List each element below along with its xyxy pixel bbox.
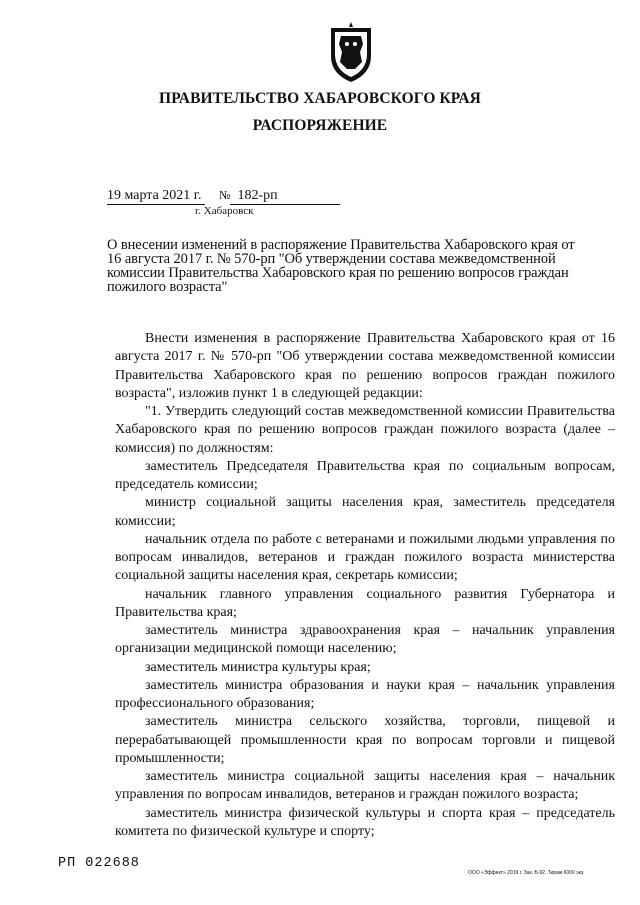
document-subject: [107, 238, 627, 294]
number-sign: №: [219, 188, 231, 202]
document-number: 182-рп: [230, 188, 340, 205]
document-header: [0, 88, 640, 137]
body-paragraph: "1. Утвердить следующий состав межведомственной комиссии Правительства Хабаровского края по решению вопросов граждан пожилого возраста (далее – комиссия) по должностям:: [115, 404, 615, 456]
body-paragraph: заместитель министра сельского хозяйства, торговли, пищевой и перерабатывающей промышленности края по вопросам торговли и пищевой промышленности;: [115, 714, 615, 766]
body-paragraph: заместитель министра социальной защиты населения края – начальник управления по вопросам инвалидов, ветеранов и граждан пожилого возраста;: [115, 769, 615, 803]
subject-line: 16 августа 2017 г. № 570-рп "Об утверждении состава межведомственной: [107, 251, 556, 267]
document-city: г. Хабаровск: [195, 205, 254, 217]
printer-imprint: ООО «Эффект» 2019 г. Зак. Б-92. Тираж 6000 экз.: [468, 870, 585, 876]
form-code: РП 022688: [58, 856, 140, 871]
body-paragraph: Внести изменения в распоряжение Правительства Хабаровского края от 16 августа 2017 г. № 570-рп "Об утверждении состава межведомственной комиссии Правительства Хабаровского края по решению вопросов граждан пожилого возраста", изложив пункт 1 в следующей редакции:: [115, 331, 615, 401]
document-type-title: РАСПОРЯЖЕНИЕ: [252, 117, 388, 134]
body-paragraph: начальник главного управления социального развития Губернатора и Правительства края;: [115, 586, 615, 620]
coat-of-arms-icon: [327, 22, 375, 84]
body-paragraph: министр социальной защиты населения края, заместитель председателя комиссии;: [115, 495, 615, 529]
body-paragraph: заместитель министра образования и науки края – начальник управления профессионального образования;: [115, 677, 615, 711]
document-date: 19 марта 2021 г.: [107, 188, 205, 205]
body-paragraph: заместитель министра культуры края;: [145, 659, 371, 675]
subject-line: пожилого возраста": [107, 279, 228, 295]
document-body: [115, 330, 615, 841]
government-title: ПРАВИТЕЛЬСТВО ХАБАРОВСКОГО КРАЯ: [159, 90, 481, 107]
body-paragraph: заместитель министра здравоохранения края – начальник управления организации медицинской помощи населению;: [115, 623, 615, 657]
subject-line: О внесении изменений в распоряжение Правительства Хабаровского края от: [107, 237, 575, 253]
body-paragraph: заместитель министра физической культуры и спорта края – председатель комитета по физической культуре и спорту;: [115, 805, 615, 839]
body-paragraph: начальник отдела по работе с ветеранами и пожилыми людьми управления по вопросам инвалидов, ветеранов и граждан пожилого возраста министерства социальной защиты населения края, секретарь комиссии;: [115, 531, 615, 584]
date-number-line: [107, 187, 340, 205]
subject-line: комиссии Правительства Хабаровского края по решению вопросов граждан: [107, 265, 569, 281]
body-paragraph: заместитель Председателя Правительства края по социальным вопросам, председатель комиссии;: [115, 458, 615, 492]
